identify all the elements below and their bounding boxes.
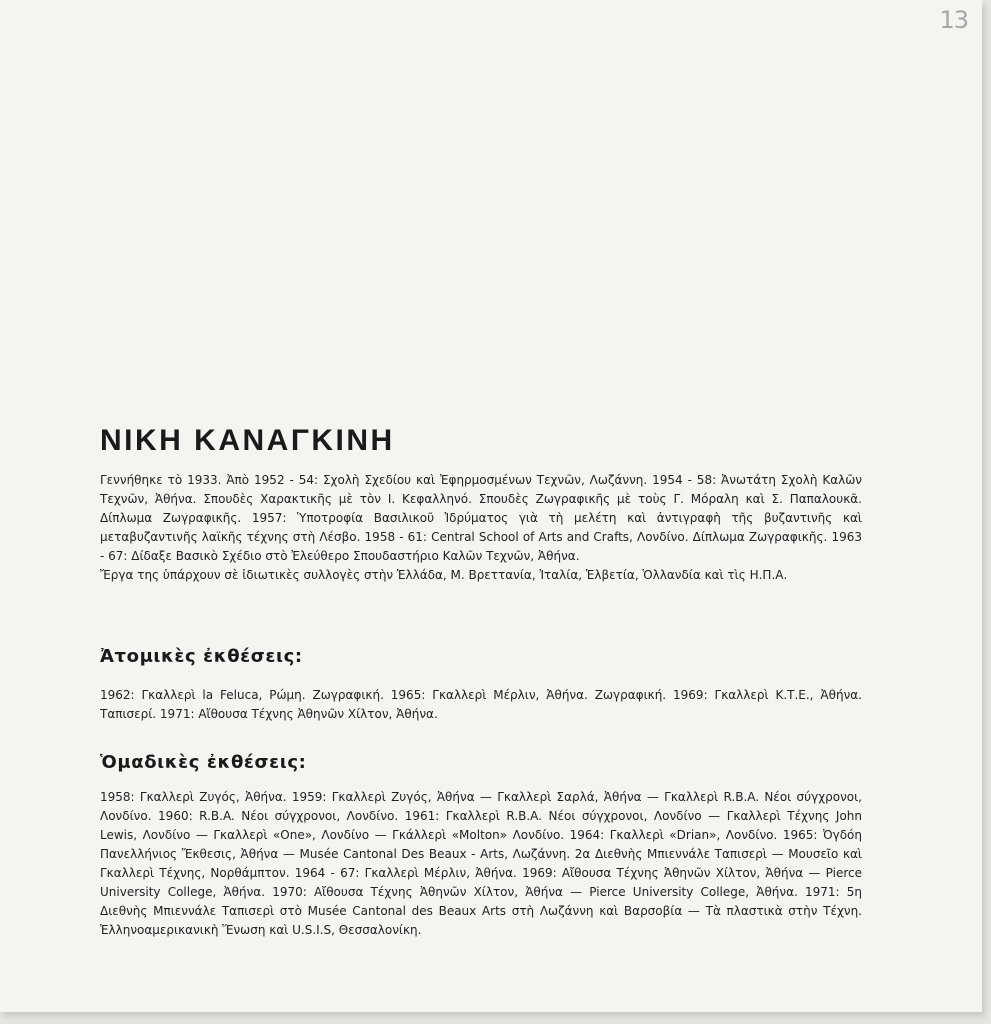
group-exhibitions-text: 1958: Γκαλλερὶ Ζυγός, Ἀθήνα. 1959: Γκαλλερὶ Ζυγός, Ἀθήνα — Γκαλλερὶ Σαρλά, Ἀθήνα — Γκαλλερὶ R.B.A. Νέοι σύγχρονοι, Λονδίνο. 1960: R.B.A. Νέοι σύγχρονοι, Λονδίνο. 1961: Γκαλλερὶ R.B.A. Νέοι σύγχρονοι, Λονδίνο — Γκαλλερὶ Τέχνης John Lewis, Λονδίνο — Γκαλλερὶ «One», Λονδίνο — Γκάλλερὶ «Molton» Λονδίνο. 1964: Γκαλλερὶ «Drian», Λονδίνο. 1965: Ὀγδόη Πανελλήνιος Ἔκθεσις, Ἀθήνα — Musée Cantonal Des Beaux - Arts, Λωζάννη. 2α Διεθνὴς Μπιεννάλε Ταπισερὶ — Μουσεῖο καὶ Γκαλλερὶ Τέχνης, Νορθάμπτον. 1964 - 67: Γκαλλερὶ Μέρλιν, Ἀθήνα. 1969: Αἴθουσα Τέχνης Ἀθηνῶν Χίλτον, Ἀθήνα — Pierce University College, Ἀθήνα. 1970: Αἴθουσα Τέχνης Ἀθηνῶν Χίλτον, Ἀθήνα — Pierce University College, Ἀθήνα. 1971: 5η Διεθνὴς Μπιεννάλε Ταπισερὶ στὸ Musée Cantonal des Beaux Arts στὴ Λωζάννη καὶ Βαρσοβία — Τὰ πλαστικὰ στὴν Τέχνη. Ἑλληνοαμερικανικὴ Ἕνωση καὶ U.S.I.S, Θεσσαλονίκη.: [100, 790, 862, 937]
biography-paragraph: Γεννήθηκε τὸ 1933. Ἀπὸ 1952 - 54: Σχολὴ Σχεδίου καὶ Ἐφηρμοσμένων Τεχνῶν, Λωζάννη. 1954 - 58: Ἀνωτάτη Σχολὴ Καλῶν Τεχνῶν, Ἀθήνα. Σπουδὲς Χαρακτικῆς μὲ τὸν Ι. Κεφαλληνό. Σπουδὲς Ζωγραφικῆς μὲ τοὺς Γ. Μόραλη καὶ Σ. Παπαλουκᾶ. Δίπλωμα Ζωγραφικῆς. 1957: Ὑποτροφία Βασιλικοῦ Ἱδρύματος γιὰ τὴ μελέτη καὶ ἀντιγραφὴ τῆς βυζαντινῆς καὶ μεταβυζαντινῆς λαϊκῆς τέχνης στὴ Λέσβο. 1958 - 61: Central School of Arts and Crafts, Λονδίνο. Δίπλωμα Ζωγραφικῆς. 1963 - 67: Δίδαξε Βασικὸ Σχέδιο στὸ Ἐλεύθερο Σπουδαστήριο Καλῶν Τεχνῶν, Ἀθήνα.: [100, 473, 862, 563]
biography-block: [100, 471, 862, 585]
page-number: 13: [939, 6, 968, 34]
collections-paragraph: Ἔργα της ὑπάρχουν σὲ ἰδιωτικὲς συλλογὲς στὴν Ἑλλάδα, Μ. Βρεττανία, Ἰταλία, Ἑλβετία, Ὁλλανδία καὶ τὶς Η.Π.Α.: [100, 568, 788, 582]
solo-exhibitions-heading: Ἀτομικὲς ἐκθέσεις:: [100, 646, 303, 667]
group-exhibitions-heading: Ὁμαδικὲς ἐκθέσεις:: [100, 752, 307, 773]
artist-name-title: ΝΙΚΗ ΚΑΝΑΓΚΙΝΗ: [100, 424, 395, 457]
solo-exhibitions-text: 1962: Γκαλλερὶ la Feluca, Ρώμη. Ζωγραφική. 1965: Γκαλλερὶ Μέρλιν, Ἀθήνα. Ζωγραφική. 1969: Γκαλλερὶ Κ.Τ.Ε., Ἀθήνα. Ταπισερί. 1971: Αἴθουσα Τέχνης Ἀθηνῶν Χίλτον, Ἀθήνα.: [100, 688, 862, 721]
